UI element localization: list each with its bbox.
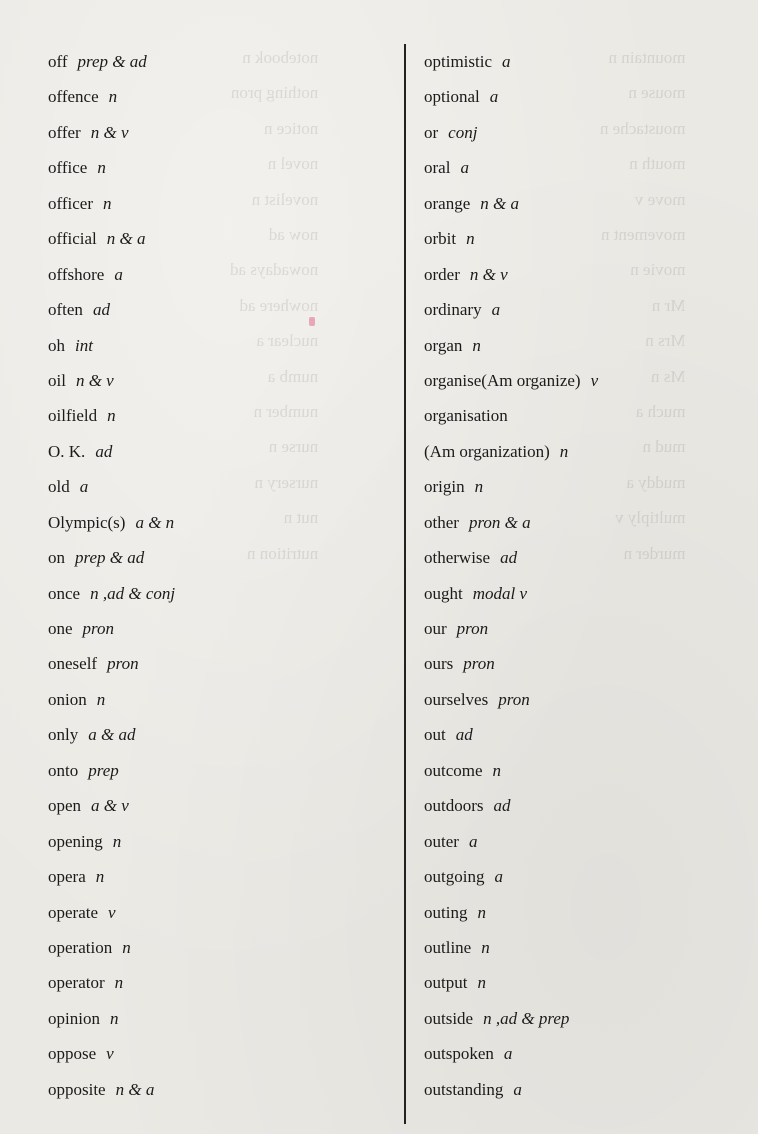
entry-word: operator: [48, 973, 105, 993]
dictionary-entry: [48, 1072, 388, 1107]
entry-part-of-speech: a & v: [91, 796, 129, 816]
dictionary-entry: [424, 895, 758, 930]
dictionary-entry: [424, 859, 758, 894]
entry-word: off: [48, 52, 68, 71]
entry-part-of-speech: ad: [95, 441, 113, 461]
entry-word: oppose: [48, 1044, 97, 1064]
dictionary-entry: [424, 824, 758, 859]
entry-word: (Am organization): [424, 441, 550, 461]
entry-word: onto: [48, 760, 79, 780]
entry-part-of-speech: a: [491, 300, 501, 320]
entry-part-of-speech: pron & a: [468, 512, 531, 532]
entry-word: onion: [48, 689, 87, 709]
entry-part-of-speech: n ,ad & conj: [90, 583, 176, 603]
entry-part-of-speech: n: [97, 158, 106, 178]
dictionary-entry: [48, 859, 388, 894]
entry-part-of-speech: ad: [500, 548, 518, 568]
dictionary-entry: [48, 788, 388, 823]
dictionary-entry: [48, 576, 388, 611]
entry-word: offence: [48, 87, 99, 107]
entry-word: oilfield: [48, 406, 98, 426]
entry-part-of-speech: n: [107, 406, 116, 426]
dictionary-entry: [424, 186, 758, 221]
entry-word: often: [48, 300, 83, 320]
entry-part-of-speech: n: [114, 973, 124, 993]
entry-word: ought: [424, 583, 463, 603]
entry-part-of-speech: n ,ad & prep: [483, 1008, 570, 1028]
entry-word: ourselves: [424, 689, 489, 709]
bleed-through-text-right: mountain n mouse n moustache n mouth n move v movement n movie n Mr n Mrs n Ms n much a mud n muddy a multiply v murder n: [600, 48, 686, 563]
dictionary-entry: [424, 1036, 758, 1071]
dictionary-entry: [424, 79, 758, 114]
entry-word: old: [48, 477, 70, 497]
entry-word: out: [424, 725, 446, 745]
entry-word: orbit: [424, 229, 457, 249]
entry-word: official: [48, 229, 97, 249]
entry-part-of-speech: ad: [493, 796, 511, 816]
entry-word: outspoken: [424, 1044, 494, 1064]
dictionary-entry: [48, 965, 388, 1000]
entry-word: other: [424, 512, 459, 532]
dictionary-entry: [424, 505, 758, 540]
entry-part-of-speech: n: [109, 1008, 119, 1028]
entry-word: opposite: [48, 1079, 106, 1099]
dictionary-entry: [424, 398, 758, 433]
entry-part-of-speech: pron: [82, 619, 115, 638]
entry-part-of-speech: n & a: [115, 1079, 155, 1099]
dictionary-entry: [424, 150, 758, 185]
entry-part-of-speech: a: [489, 87, 499, 107]
dictionary-entry: [48, 115, 388, 150]
right-column: [424, 44, 758, 1107]
dictionary-entry: [424, 682, 758, 717]
entry-part-of-speech: n & v: [75, 370, 114, 390]
dictionary-entry: [48, 469, 388, 504]
entry-word: outer: [424, 831, 459, 851]
entry-part-of-speech: modal v: [472, 583, 528, 603]
dictionary-entry: [424, 788, 758, 823]
entry-part-of-speech: n: [96, 689, 106, 709]
entry-word: oh: [48, 335, 65, 355]
entry-part-of-speech: a: [513, 1079, 522, 1099]
dictionary-entry: [424, 1072, 758, 1107]
dictionary-entry: [424, 363, 758, 398]
entry-part-of-speech: pron: [456, 619, 489, 638]
dictionary-entry: [48, 1036, 388, 1071]
dictionary-entry: [48, 717, 388, 752]
dictionary-entry: [48, 398, 388, 433]
dictionary-entry: [48, 540, 388, 575]
entry-part-of-speech: n: [477, 902, 486, 922]
dictionary-entry: [424, 965, 758, 1000]
dictionary-entry: [424, 257, 758, 292]
entry-part-of-speech: n: [477, 973, 486, 993]
entry-part-of-speech: a: [502, 52, 511, 71]
dictionary-entry: [424, 469, 758, 504]
entry-word: optional: [424, 87, 480, 107]
dictionary-entry: [424, 44, 758, 79]
entry-word: opening: [48, 831, 103, 851]
dictionary-entry: [424, 576, 758, 611]
dictionary-entry: [48, 292, 388, 327]
entry-word: outing: [424, 902, 468, 922]
entry-word: operation: [48, 937, 113, 957]
entry-word: organ: [424, 335, 463, 355]
dictionary-entry: [48, 186, 388, 221]
entry-part-of-speech: a: [503, 1044, 513, 1064]
entry-part-of-speech: n: [112, 831, 122, 851]
entry-word: oil: [48, 370, 66, 390]
entry-word: outside: [424, 1008, 474, 1028]
entry-word: once: [48, 583, 81, 603]
entry-word: origin: [424, 477, 465, 497]
entry-word: output: [424, 973, 468, 993]
entry-word: oral: [424, 158, 451, 178]
entry-word: opera: [48, 867, 86, 887]
dictionary-entry: [48, 44, 388, 79]
entry-part-of-speech: n: [108, 87, 118, 107]
entry-word: orange: [424, 193, 471, 213]
entry-part-of-speech: a: [468, 831, 478, 851]
dictionary-entry: [48, 79, 388, 114]
dictionary-entry: [48, 611, 388, 646]
dictionary-entry: [48, 646, 388, 681]
dictionary-entry: [424, 717, 758, 752]
entry-part-of-speech: int: [75, 335, 93, 355]
dictionary-entry: [48, 1001, 388, 1036]
dictionary-entry: [48, 221, 388, 256]
entry-word: open: [48, 796, 82, 816]
entry-part-of-speech: a: [494, 867, 503, 887]
dictionary-entry: [424, 1001, 758, 1036]
entry-word: operate: [48, 902, 99, 922]
entry-part-of-speech: pron: [463, 654, 495, 674]
dictionary-entry: [424, 221, 758, 256]
entry-word: outcome: [424, 760, 483, 780]
entry-part-of-speech: n: [122, 937, 131, 957]
entry-part-of-speech: v: [108, 902, 116, 922]
dictionary-entry: [48, 257, 388, 292]
entry-word: outline: [424, 937, 472, 957]
entry-part-of-speech: conj: [448, 122, 478, 142]
entry-word: opinion: [48, 1008, 100, 1028]
entry-part-of-speech: n: [474, 477, 484, 497]
entry-word: otherwise: [424, 548, 491, 568]
entry-part-of-speech: v: [106, 1044, 114, 1064]
dictionary-entry: [424, 646, 758, 681]
entry-word: ours: [424, 654, 454, 674]
entry-part-of-speech: prep & ad: [77, 52, 147, 71]
dictionary-entry: [48, 363, 388, 398]
entry-word: officer: [48, 193, 93, 213]
dictionary-entry: [424, 611, 758, 646]
entry-word: offshore: [48, 264, 105, 284]
entry-word: only: [48, 725, 79, 745]
dictionary-entry: [424, 540, 758, 575]
dictionary-entry: [48, 930, 388, 965]
entry-word: Olympic(s): [48, 512, 126, 532]
entry-part-of-speech: n & v: [469, 264, 508, 284]
dictionary-entry: [424, 328, 758, 363]
entry-part-of-speech: a & ad: [88, 725, 136, 745]
entry-part-of-speech: n: [466, 229, 475, 249]
entry-part-of-speech: prep & ad: [75, 548, 145, 568]
entry-word: or: [424, 122, 439, 142]
entry-part-of-speech: ad: [455, 725, 473, 745]
dictionary-entry: [48, 150, 388, 185]
entry-part-of-speech: a: [79, 477, 89, 497]
left-column: [48, 44, 388, 1107]
entry-word: optimistic: [424, 52, 492, 71]
entry-word: office: [48, 158, 88, 178]
entry-word: oneself: [48, 654, 98, 674]
entry-part-of-speech: n: [472, 335, 481, 355]
entry-word: O. K.: [48, 441, 86, 461]
entry-part-of-speech: n & v: [90, 122, 129, 142]
dictionary-entry: [48, 328, 388, 363]
entry-part-of-speech: pron: [107, 654, 139, 674]
entry-part-of-speech: a & n: [135, 512, 175, 532]
entry-part-of-speech: n & a: [106, 229, 146, 249]
entry-part-of-speech: a: [460, 158, 469, 178]
entry-part-of-speech: n: [481, 937, 490, 957]
dictionary-entry: [48, 895, 388, 930]
entry-part-of-speech: n: [492, 760, 502, 780]
entry-part-of-speech: a: [114, 264, 123, 284]
entry-part-of-speech: n: [95, 867, 105, 887]
entry-part-of-speech: prep: [88, 760, 119, 780]
dictionary-entry: [424, 930, 758, 965]
dictionary-entry: [48, 505, 388, 540]
dictionary-entry: [424, 434, 758, 469]
dictionary-entry: [48, 824, 388, 859]
entry-part-of-speech: n & a: [480, 193, 519, 213]
entry-word: outstanding: [424, 1079, 504, 1099]
dictionary-entry: [48, 682, 388, 717]
entry-part-of-speech: pron: [498, 689, 530, 709]
dictionary-entry: [424, 292, 758, 327]
entry-word: organise(Am organize): [424, 370, 581, 390]
column-divider: [404, 44, 406, 1124]
entry-word: outdoors: [424, 796, 484, 816]
entry-part-of-speech: v: [590, 370, 599, 390]
entry-word: outgoing: [424, 867, 485, 887]
dictionary-entry: [424, 753, 758, 788]
dictionary-entry: [48, 753, 388, 788]
entry-word: on: [48, 548, 65, 568]
bleed-through-text: notebook n nothing pron notice n novel n novelist n now ad nowadays ad nowhere ad nuclear a numb a number n nurse n nursery n nut n nutrition n: [230, 48, 319, 563]
entry-word: order: [424, 264, 460, 284]
entry-word: ordinary: [424, 300, 482, 320]
dictionary-entry: [424, 115, 758, 150]
entry-part-of-speech: n: [559, 441, 569, 461]
entry-part-of-speech: n: [103, 193, 112, 213]
entry-word: one: [48, 619, 73, 638]
dictionary-entry: [48, 434, 388, 469]
entry-word: organisation: [424, 406, 508, 426]
entry-part-of-speech: ad: [92, 300, 110, 320]
entry-word: offer: [48, 122, 81, 142]
entry-word: our: [424, 619, 447, 638]
